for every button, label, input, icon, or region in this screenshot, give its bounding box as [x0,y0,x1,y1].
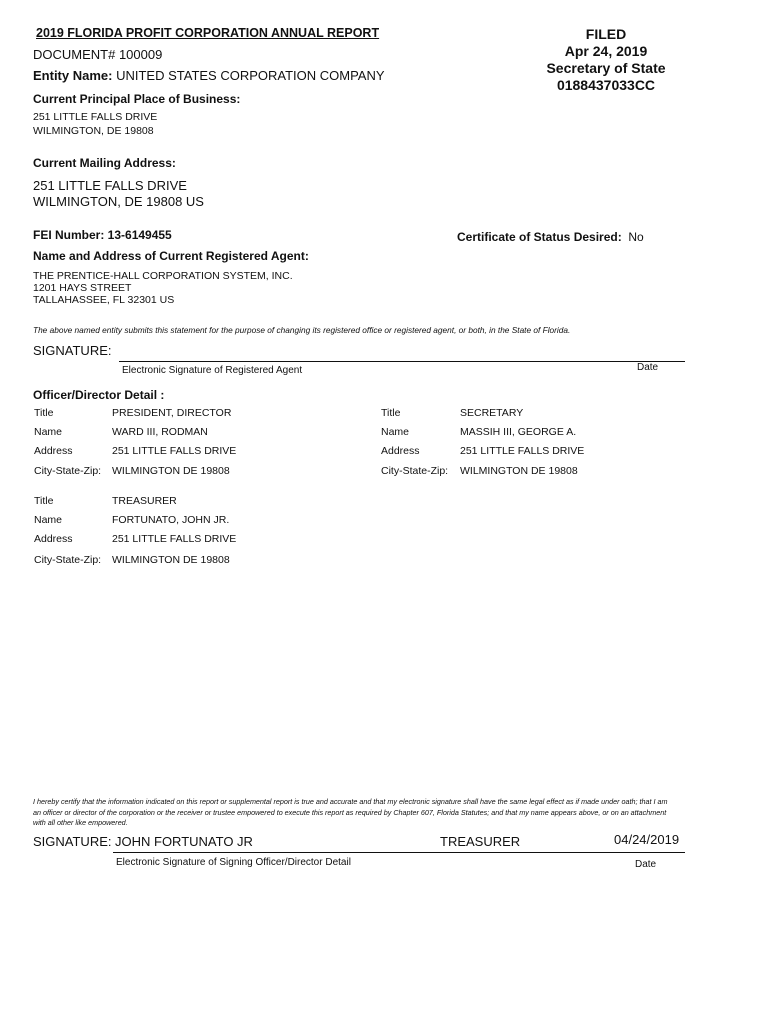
certificate-status [457,230,644,244]
officer-address: 251 LITTLE FALLS DRIVE [112,445,237,457]
officer-signature-label: SIGNATURE: [33,834,112,849]
officer-signature-name: JOHN FORTUNATO JR [115,834,253,849]
officer-title-label: Title [34,407,54,419]
mailing-line-2: WILMINGTON, DE 19808 US [33,194,204,209]
officer-address: 251 LITTLE FALLS DRIVE [112,533,237,545]
officer-name-label: Name [34,426,63,438]
filed-date: Apr 24, 2019 [564,43,648,59]
officer-name: FORTUNATO, JOHN JR. [112,514,230,526]
officer-address-label: Address [381,445,420,457]
officer-title: PRESIDENT, DIRECTOR [112,407,232,419]
officer-address-label: Address [34,533,73,545]
officer-title: SECRETARY [460,407,524,419]
officer-name-label: Name [34,514,63,526]
principal-heading: Current Principal Place of Business: [33,92,241,106]
agent-line-1: THE PRENTICE-HALL CORPORATION SYSTEM, INC. [33,270,293,282]
entity-name [33,68,385,83]
officer-csz: WILMINGTON DE 19808 [460,465,578,477]
officer-title-label: Title [381,407,401,419]
agent-signature-label: SIGNATURE: [33,343,112,358]
mailing-line-1: 251 LITTLE FALLS DRIVE [33,178,187,193]
mailing-address [33,178,204,210]
agent-heading: Name and Address of Current Registered Agent: [33,249,309,263]
filed-stamp [530,26,682,94]
certificate-value: No [628,230,644,244]
principal-address [33,110,157,138]
agent-signature-caption: Electronic Signature of Registered Agent [122,365,303,376]
officer-address: 251 LITTLE FALLS DRIVE [460,445,585,457]
officer-title-label: Title [34,495,54,507]
filed-line-1: FILED [585,26,627,42]
certificate-label: Certificate of Status Desired: [457,230,622,244]
officer-signature-date: 04/24/2019 [614,832,680,847]
entity-value: UNITED STATES CORPORATION COMPANY [116,68,385,83]
fei-number: FEI Number: 13-6149455 [33,228,172,242]
document-number: DOCUMENT# 100009 [33,47,163,62]
officer-name: MASSIH III, GEORGE A. [460,426,577,438]
agent-signature-line [119,361,685,362]
officer-csz-label: City-State-Zip: [34,554,102,566]
officer-name-label: Name [381,426,410,438]
principal-line-1: 251 LITTLE FALLS DRIVE [33,111,158,123]
agent-line-2: 1201 HAYS STREET [33,282,132,294]
officer-date-label: Date [635,859,657,870]
officers-heading: Officer/Director Detail : [33,388,165,402]
agent-line-3: TALLAHASSEE, FL 32301 US [33,294,175,306]
officer-name: WARD III, RODMAN [112,426,208,438]
officer-signature-title: TREASURER [440,834,521,849]
entity-label: Entity Name: [33,68,113,83]
agent-address [33,270,293,306]
officer-csz-label: City-State-Zip: [381,465,449,477]
filed-authority: Secretary of State [546,60,666,76]
principal-line-2: WILMINGTON, DE 19808 [33,125,154,137]
filed-number: 0188437033CC [556,77,656,93]
agent-statement: The above named entity submits this statement for the purpose of changing its registered office or registered agent, or both, in the State of Florida. [33,325,571,335]
mailing-heading: Current Mailing Address: [33,156,176,170]
officer-address-label: Address [34,445,73,457]
officer-csz-label: City-State-Zip: [34,465,102,477]
officer-title: TREASURER [112,495,177,507]
agent-date-label: Date [637,362,659,373]
certification-statement: I hereby certify that the information indicated on this report or supplemental report is true and accurate and that my electronic signature shall have the same legal effect as if made under oath; that I am an officer or director of the corporation or the receiver or trustee empowered to execute this report as required by Chapter 607, Florida Statutes; and that my name appears above, or on an attachment with all other like empowered. [33,797,668,827]
officer-csz: WILMINGTON DE 19808 [112,554,230,566]
report-title: 2019 FLORIDA PROFIT CORPORATION ANNUAL REPORT [36,26,380,40]
officer-signature-line [113,852,685,853]
officer-csz: WILMINGTON DE 19808 [112,465,230,477]
officer-signature-caption: Electronic Signature of Signing Officer/Director Detail [116,857,351,868]
